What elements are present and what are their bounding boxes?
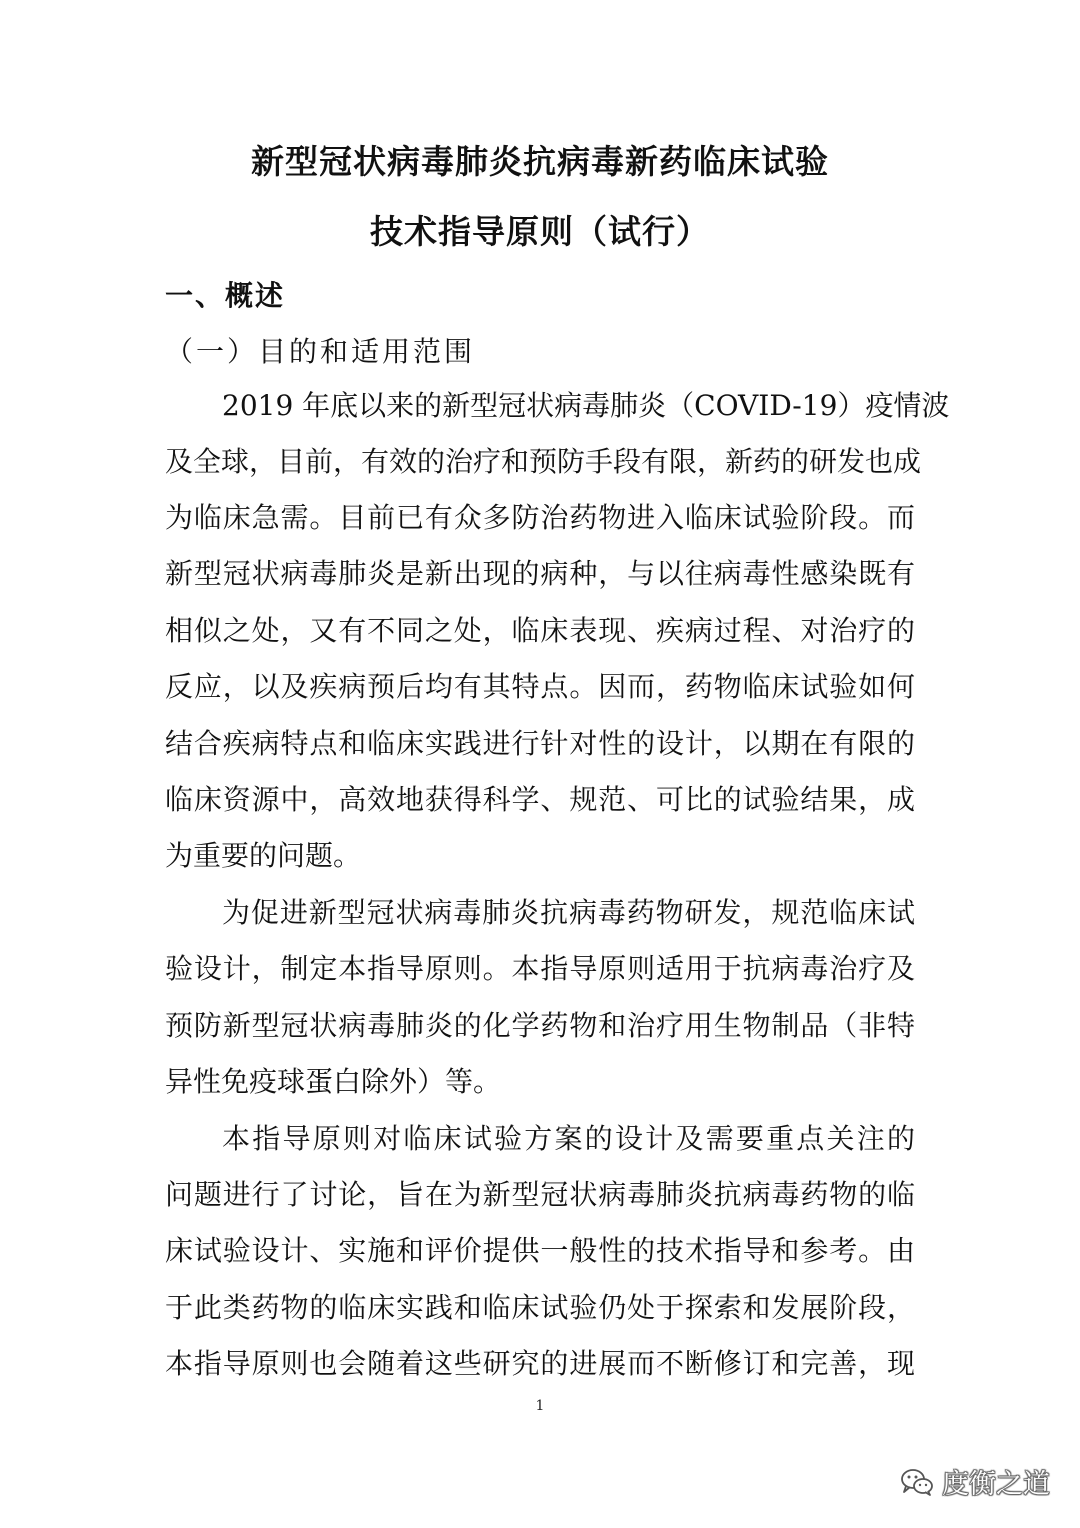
- subsection-heading: （一）目的和适用范围: [165, 335, 476, 368]
- paragraph-line: 为临床急需。目前已有众多防治药物进入临床试验阶段。而: [165, 501, 915, 534]
- paragraph-line: 反应，以及疾病预后均有其特点。因而，药物临床试验如何: [165, 670, 915, 703]
- watermark-text: 度衡之道: [942, 1469, 1050, 1500]
- section-heading: 一、概述: [165, 279, 286, 312]
- paragraph-line: 为重要的问题。: [165, 839, 362, 872]
- paragraph-line: 预防新型冠状病毒肺炎的化学药物和治疗用生物制品（非特: [165, 1009, 915, 1042]
- paragraph-line: 验设计，制定本指导原则。本指导原则适用于抗病毒治疗及: [165, 952, 915, 985]
- paragraph-line: 临床资源中，高效地获得科学、规范、可比的试验结果，成: [165, 783, 915, 816]
- paragraph-line: 新型冠状病毒肺炎是新出现的病种，与以往病毒性感染既有: [165, 557, 915, 590]
- page-number: 1: [535, 1398, 545, 1414]
- paragraph-line: 及全球，目前，有效的治疗和预防手段有限，新药的研发也成: [165, 445, 922, 478]
- paragraph-line: 床试验设计、实施和评价提供一般性的技术指导和参考。由: [165, 1234, 915, 1267]
- document-title-line-2: 技术指导原则（试行）: [370, 212, 710, 251]
- paragraph-line: 2019 年底以来的新型冠状病毒肺炎（COVID-19）疫情波: [222, 389, 950, 422]
- paragraph-line: 结合疾病特点和临床实践进行针对性的设计，以期在有限的: [165, 727, 915, 760]
- paragraph-line: 于此类药物的临床实践和临床试验仍处于探索和发展阶段，: [165, 1291, 915, 1324]
- wechat-icon: [900, 1467, 934, 1497]
- watermark: [900, 1462, 1050, 1501]
- paragraph-line: 问题进行了讨论，旨在为新型冠状病毒肺炎抗病毒药物的临: [165, 1178, 915, 1211]
- document-title-line-1: 新型冠状病毒肺炎抗病毒新药临床试验: [251, 142, 829, 181]
- paragraph-line: 异性免疫球蛋白除外）等。: [165, 1065, 502, 1098]
- paragraph-line: 本指导原则也会随着这些研究的进展而不断修订和完善，现: [165, 1347, 915, 1380]
- paragraph-line: 相似之处，又有不同之处，临床表现、疾病过程、对治疗的: [165, 614, 915, 647]
- paragraph-line: 本指导原则对临床试验方案的设计及需要重点关注的: [222, 1122, 915, 1155]
- paragraph-line: 为促进新型冠状病毒肺炎抗病毒药物研发，规范临床试: [222, 896, 915, 929]
